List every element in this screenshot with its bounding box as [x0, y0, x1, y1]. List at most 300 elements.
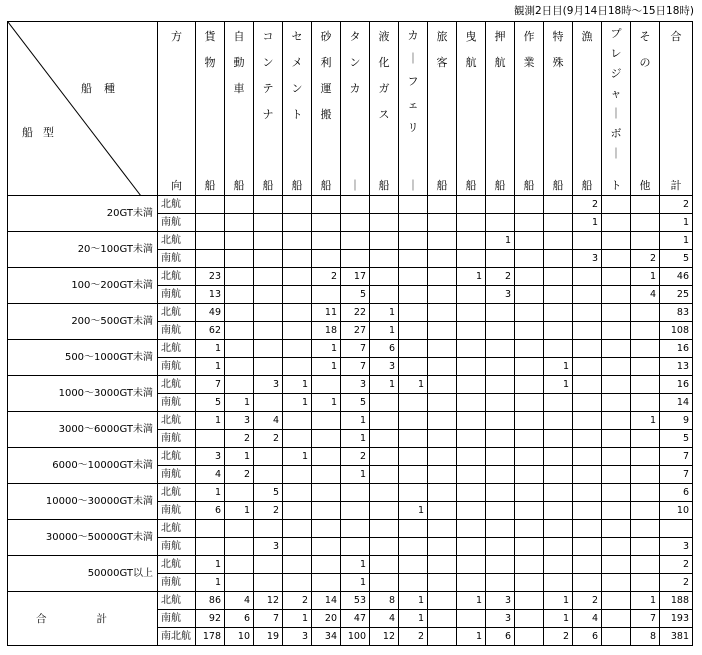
count-cell: 34 — [312, 628, 341, 646]
column-header-char: 計 — [670, 179, 682, 192]
count-cell — [515, 430, 544, 448]
count-cell — [631, 196, 660, 214]
column-header-char: レ — [610, 47, 622, 60]
count-cell: 17 — [341, 268, 370, 286]
count-cell: 1 — [312, 394, 341, 412]
column-header-char: 客 — [436, 56, 448, 69]
count-cell — [631, 448, 660, 466]
count-cell — [515, 232, 544, 250]
count-cell — [486, 448, 515, 466]
count-cell — [399, 286, 428, 304]
corner-ship-size-label: 船型 — [22, 126, 64, 139]
count-cell — [225, 322, 254, 340]
count-cell: 7 — [254, 610, 283, 628]
count-cell — [544, 430, 573, 448]
column-header-char: 船 — [494, 179, 506, 192]
count-cell — [486, 358, 515, 376]
count-cell — [602, 628, 631, 646]
count-cell: 14 — [660, 394, 693, 412]
count-cell: 1 — [486, 232, 515, 250]
count-cell — [486, 538, 515, 556]
count-cell — [196, 430, 225, 448]
column-header-char: セ — [291, 30, 303, 43]
column-header-char: ト — [291, 108, 303, 121]
direction-cell: 北航 — [158, 592, 196, 610]
count-cell — [312, 502, 341, 520]
column-header-char: ン — [349, 56, 361, 69]
count-cell — [602, 556, 631, 574]
count-cell — [631, 322, 660, 340]
count-cell — [631, 358, 660, 376]
count-cell — [428, 448, 457, 466]
count-cell — [544, 484, 573, 502]
column-header-char: 船 — [465, 179, 477, 192]
count-cell: 4 — [370, 610, 399, 628]
count-cell — [573, 232, 602, 250]
count-cell: 1 — [544, 376, 573, 394]
count-cell — [515, 322, 544, 340]
direction-cell: 北航 — [158, 484, 196, 502]
count-cell — [283, 484, 312, 502]
count-cell: 3 — [486, 610, 515, 628]
count-cell — [225, 196, 254, 214]
table-row — [8, 556, 693, 574]
count-cell — [399, 322, 428, 340]
count-cell: 6 — [660, 484, 693, 502]
count-cell: 62 — [196, 322, 225, 340]
count-cell: 11 — [312, 304, 341, 322]
count-cell — [515, 196, 544, 214]
direction-cell: 北航 — [158, 448, 196, 466]
count-cell — [457, 430, 486, 448]
count-cell: 22 — [341, 304, 370, 322]
count-cell: 5 — [196, 394, 225, 412]
count-cell — [225, 556, 254, 574]
count-cell: 1 — [283, 376, 312, 394]
tonnage-class-label: 50000GT以上 — [8, 556, 158, 592]
column-header-char: 航 — [494, 56, 506, 69]
count-cell — [370, 286, 399, 304]
count-cell — [283, 232, 312, 250]
count-cell: 1 — [457, 592, 486, 610]
column-header-char: ト — [610, 179, 622, 192]
count-cell — [399, 556, 428, 574]
count-cell — [283, 520, 312, 538]
count-cell — [602, 214, 631, 232]
count-cell: 108 — [660, 322, 693, 340]
column-header-char: カ — [349, 82, 361, 95]
count-cell: 7 — [341, 340, 370, 358]
count-cell: 27 — [341, 322, 370, 340]
count-cell — [370, 538, 399, 556]
tonnage-class-label: 6000～10000GT未満 — [8, 448, 158, 484]
count-cell — [254, 196, 283, 214]
count-cell — [631, 304, 660, 322]
count-cell — [602, 268, 631, 286]
count-cell — [573, 286, 602, 304]
column-header-char: ボ — [610, 127, 622, 140]
tonnage-class-label: 1000～3000GT未満 — [8, 376, 158, 412]
count-cell — [370, 214, 399, 232]
count-cell — [631, 430, 660, 448]
column-header-char: プ — [610, 27, 622, 40]
column-header — [283, 22, 312, 196]
count-cell — [544, 520, 573, 538]
count-cell: 14 — [312, 592, 341, 610]
count-cell: 1 — [283, 610, 312, 628]
count-cell — [660, 520, 693, 538]
count-cell — [428, 538, 457, 556]
direction-cell: 北航 — [158, 232, 196, 250]
count-cell — [457, 412, 486, 430]
count-cell: 1 — [196, 412, 225, 430]
table-row — [8, 484, 693, 502]
column-header-char: ナ — [262, 108, 274, 121]
column-header-char: 船 — [581, 179, 593, 192]
count-cell — [341, 520, 370, 538]
count-cell: 5 — [341, 394, 370, 412]
count-cell — [631, 214, 660, 232]
count-cell — [399, 358, 428, 376]
count-cell — [341, 250, 370, 268]
count-cell: 3 — [370, 358, 399, 376]
count-cell — [370, 430, 399, 448]
count-cell: 1 — [341, 430, 370, 448]
column-header — [660, 22, 693, 196]
count-cell: 193 — [660, 610, 693, 628]
column-header-char: 船 — [204, 179, 216, 192]
count-cell — [573, 358, 602, 376]
count-cell — [486, 520, 515, 538]
direction-cell: 南航 — [158, 502, 196, 520]
count-cell — [341, 538, 370, 556]
direction-cell: 南航 — [158, 322, 196, 340]
column-header-char: ン — [291, 82, 303, 95]
count-cell — [283, 340, 312, 358]
count-cell — [486, 502, 515, 520]
count-cell: 10 — [660, 502, 693, 520]
count-cell: 6 — [573, 628, 602, 646]
count-cell — [515, 484, 544, 502]
count-cell — [602, 466, 631, 484]
count-cell — [225, 574, 254, 592]
count-cell: 3 — [254, 376, 283, 394]
header-row — [8, 22, 693, 196]
column-header-char: 搬 — [320, 108, 332, 121]
count-cell: 1 — [544, 358, 573, 376]
column-header-char: 曳 — [465, 30, 477, 43]
count-cell — [196, 232, 225, 250]
count-cell — [254, 268, 283, 286]
count-cell — [225, 304, 254, 322]
count-cell: 1 — [196, 340, 225, 358]
count-cell: 13 — [196, 286, 225, 304]
column-header — [254, 22, 283, 196]
count-cell: 13 — [660, 358, 693, 376]
column-header — [341, 22, 370, 196]
count-cell: 7 — [660, 448, 693, 466]
count-cell — [631, 538, 660, 556]
count-cell — [515, 466, 544, 484]
count-cell: 1 — [660, 214, 693, 232]
count-cell — [225, 376, 254, 394]
count-cell — [515, 628, 544, 646]
count-cell — [544, 394, 573, 412]
count-cell — [573, 394, 602, 412]
count-cell — [602, 520, 631, 538]
count-cell — [428, 610, 457, 628]
count-cell: 1 — [196, 574, 225, 592]
count-cell: 20 — [312, 610, 341, 628]
column-header-char: ｜ — [610, 107, 622, 120]
count-cell: 2 — [254, 430, 283, 448]
count-cell — [254, 250, 283, 268]
corner-diagonal — [8, 22, 141, 196]
count-cell — [399, 304, 428, 322]
count-cell — [428, 484, 457, 502]
count-cell — [399, 574, 428, 592]
direction-cell: 南航 — [158, 214, 196, 232]
count-cell — [631, 376, 660, 394]
count-cell — [602, 412, 631, 430]
count-cell — [515, 610, 544, 628]
tonnage-class-label: 100～200GT未満 — [8, 268, 158, 304]
count-cell: 7 — [341, 358, 370, 376]
count-cell — [428, 250, 457, 268]
corner-ship-type-label: 船種 — [81, 82, 127, 95]
count-cell: 53 — [341, 592, 370, 610]
column-header — [370, 22, 399, 196]
count-cell — [573, 268, 602, 286]
count-cell: 2 — [660, 574, 693, 592]
column-header-char: 自 — [233, 30, 245, 43]
count-cell — [486, 250, 515, 268]
count-cell: 1 — [399, 592, 428, 610]
count-cell: 1 — [370, 322, 399, 340]
count-cell — [312, 376, 341, 394]
count-cell — [457, 538, 486, 556]
column-header — [399, 22, 428, 196]
direction-cell: 北航 — [158, 520, 196, 538]
count-cell — [544, 466, 573, 484]
count-cell — [573, 538, 602, 556]
count-cell — [515, 214, 544, 232]
column-header-char: 動 — [233, 56, 245, 69]
count-cell — [312, 214, 341, 232]
count-cell — [457, 556, 486, 574]
count-cell: 46 — [660, 268, 693, 286]
count-cell — [283, 358, 312, 376]
count-cell — [544, 538, 573, 556]
column-header-char: 船 — [378, 179, 390, 192]
count-cell — [399, 412, 428, 430]
count-cell: 3 — [254, 538, 283, 556]
count-cell — [341, 196, 370, 214]
count-cell — [225, 538, 254, 556]
total-label: 合計 — [8, 592, 158, 646]
count-cell — [254, 304, 283, 322]
count-cell — [283, 412, 312, 430]
count-cell — [602, 250, 631, 268]
count-cell: 1 — [225, 448, 254, 466]
column-header — [573, 22, 602, 196]
count-cell — [428, 628, 457, 646]
count-cell — [312, 556, 341, 574]
count-cell — [399, 466, 428, 484]
count-cell — [602, 592, 631, 610]
count-cell: 1 — [341, 574, 370, 592]
count-cell: 1 — [544, 592, 573, 610]
count-cell — [225, 286, 254, 304]
count-cell: 1 — [631, 412, 660, 430]
count-cell — [515, 538, 544, 556]
column-header — [631, 22, 660, 196]
count-cell — [544, 322, 573, 340]
count-cell — [486, 376, 515, 394]
count-cell — [254, 358, 283, 376]
count-cell: 3 — [225, 412, 254, 430]
count-cell — [515, 592, 544, 610]
direction-cell: 北航 — [158, 304, 196, 322]
table-row — [8, 376, 693, 394]
count-cell — [283, 268, 312, 286]
column-header-char: 船 — [436, 179, 448, 192]
count-cell — [544, 250, 573, 268]
count-cell — [544, 304, 573, 322]
tonnage-class-label: 200～500GT未満 — [8, 304, 158, 340]
column-header-char: 他 — [639, 179, 651, 192]
count-cell — [196, 214, 225, 232]
count-cell — [283, 430, 312, 448]
column-header-char: 船 — [523, 179, 535, 192]
count-cell — [370, 502, 399, 520]
column-header-char: タ — [349, 30, 361, 43]
count-cell — [428, 340, 457, 358]
count-cell — [370, 268, 399, 286]
direction-header-bottom: 向 — [171, 179, 182, 192]
corner-cell — [8, 22, 158, 196]
count-cell: 9 — [660, 412, 693, 430]
count-cell — [544, 502, 573, 520]
column-header-char: リ — [407, 121, 419, 134]
count-cell — [283, 466, 312, 484]
count-cell — [544, 268, 573, 286]
count-cell: 49 — [196, 304, 225, 322]
count-cell — [515, 556, 544, 574]
count-cell — [602, 196, 631, 214]
column-header-char: ｜ — [349, 179, 361, 192]
count-cell: 1 — [196, 484, 225, 502]
direction-header-top: 方 — [171, 30, 182, 43]
count-cell — [428, 358, 457, 376]
count-cell — [515, 574, 544, 592]
count-cell — [399, 484, 428, 502]
count-cell — [254, 556, 283, 574]
column-header-char: ジ — [610, 67, 622, 80]
count-cell — [225, 268, 254, 286]
count-cell — [602, 286, 631, 304]
count-cell — [428, 268, 457, 286]
count-cell — [399, 430, 428, 448]
count-cell — [457, 196, 486, 214]
table-row — [8, 196, 693, 214]
count-cell: 7 — [631, 610, 660, 628]
count-cell — [370, 520, 399, 538]
count-cell — [544, 232, 573, 250]
column-header-char: テ — [262, 82, 274, 95]
count-cell — [283, 304, 312, 322]
count-cell: 1 — [341, 556, 370, 574]
count-cell — [196, 196, 225, 214]
direction-cell: 南航 — [158, 286, 196, 304]
column-header-char: 業 — [523, 56, 535, 69]
count-cell — [312, 484, 341, 502]
count-cell: 100 — [341, 628, 370, 646]
count-cell — [486, 322, 515, 340]
count-cell — [602, 430, 631, 448]
column-header-char: ン — [262, 56, 274, 69]
count-cell — [602, 304, 631, 322]
count-cell — [544, 556, 573, 574]
count-cell: 8 — [370, 592, 399, 610]
count-cell — [254, 322, 283, 340]
count-cell — [254, 340, 283, 358]
count-cell — [225, 520, 254, 538]
count-cell: 2 — [254, 502, 283, 520]
count-cell — [399, 448, 428, 466]
count-cell: 1 — [370, 304, 399, 322]
count-cell: 2 — [225, 430, 254, 448]
column-header-char: 殊 — [552, 56, 564, 69]
count-cell — [254, 286, 283, 304]
direction-cell: 南航 — [158, 250, 196, 268]
count-cell: 10 — [225, 628, 254, 646]
count-cell — [486, 556, 515, 574]
count-cell: 25 — [660, 286, 693, 304]
count-cell — [428, 466, 457, 484]
count-cell — [457, 394, 486, 412]
column-header-char: そ — [639, 30, 651, 43]
count-cell: 5 — [660, 250, 693, 268]
count-cell — [225, 484, 254, 502]
count-cell: 16 — [660, 340, 693, 358]
column-header-char: 船 — [291, 179, 303, 192]
count-cell — [457, 286, 486, 304]
tonnage-class-label: 30000～50000GT未満 — [8, 520, 158, 556]
count-cell — [544, 214, 573, 232]
count-cell — [457, 232, 486, 250]
count-cell — [341, 502, 370, 520]
direction-cell: 北航 — [158, 376, 196, 394]
count-cell — [312, 286, 341, 304]
column-header-char: 作 — [523, 30, 535, 43]
direction-header — [158, 22, 196, 196]
count-cell: 8 — [631, 628, 660, 646]
direction-cell: 南航 — [158, 394, 196, 412]
count-cell: 1 — [399, 502, 428, 520]
count-cell — [544, 340, 573, 358]
count-cell: 2 — [486, 268, 515, 286]
count-cell: 2 — [573, 592, 602, 610]
count-cell — [544, 412, 573, 430]
count-cell — [225, 214, 254, 232]
count-cell: 2 — [660, 196, 693, 214]
count-cell — [312, 430, 341, 448]
count-cell: 1 — [573, 214, 602, 232]
count-cell — [631, 484, 660, 502]
count-cell: 3 — [486, 592, 515, 610]
count-cell: 1 — [312, 340, 341, 358]
